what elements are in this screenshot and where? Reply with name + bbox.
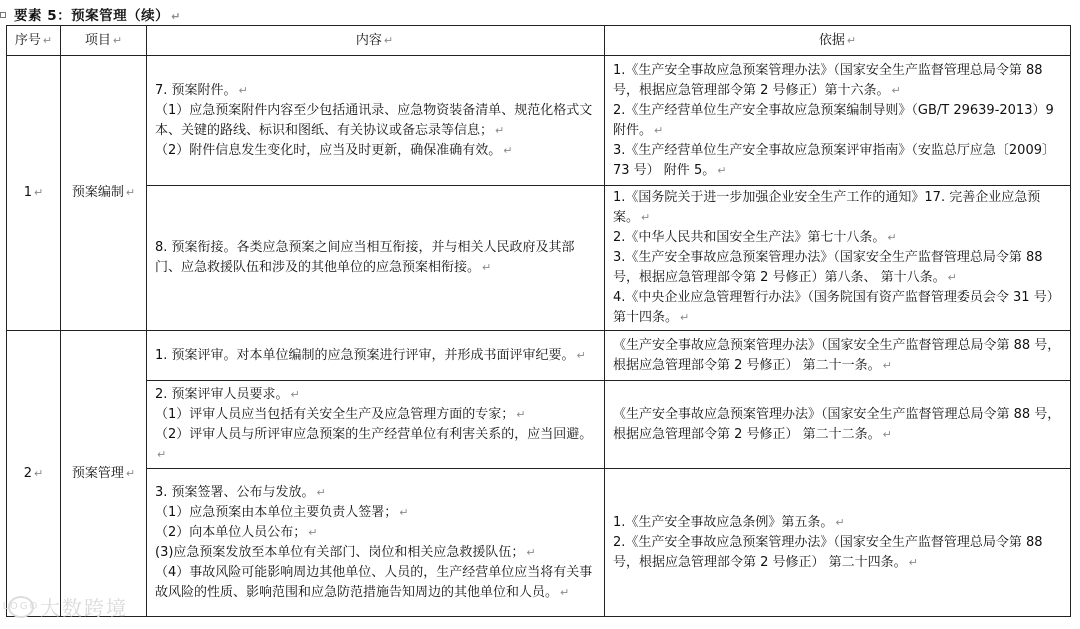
table-row (7, 469, 1071, 617)
header-content: 内容 ↵ (147, 26, 605, 56)
table-row (7, 56, 1071, 186)
basis-cell (605, 186, 1071, 331)
basis-line: 1.《国务院关于进一步加强企业安全生产工作的通知》17. 完善企业应急预案。 ↵ (613, 190, 1041, 225)
basis-cell (605, 56, 1071, 186)
content-cell (147, 381, 605, 469)
content-line: （4）事故风险可能影响周边其他单位、人员的，生产经营单位应当将有关事故风险的性质、影响范围和应急防范措施告知周边的其他单位和人员。 ↵ (155, 564, 593, 600)
basis-line: 《生产安全事故应急预案管理办法》（国家安全生产监督管理总局令第 88 号，根据应急管理部令第 2 号修正） 第二十二条。 ↵ (613, 406, 1061, 442)
basis-line: 3.《生产经营单位生产安全事故应急预案评审指南》（安监总厅应急〔2009〕73 号） 附件 5。 ↵ (613, 142, 1055, 178)
row-item: 预案编制 ↵ (61, 56, 147, 331)
watermark (2, 592, 128, 621)
content-line: 8. 预案衔接。各类应急预案之间应当相互衔接，并与相关人民政府及其部门、应急救援队伍和涉及的其他单位的应急预案相衔接。 ↵ (155, 240, 575, 275)
content-line: （1）应急预案由本单位主要负责人签署； ↵ (155, 504, 409, 520)
basis-line: 2.《生产经营单位生产安全事故应急预案编制导则》（GB/T 29639-2013）9 附件。 ↵ (613, 102, 1054, 138)
content-line: 1. 预案评审。对本单位编制的应急预案进行评审，并形成书面评审纪要。 ↵ (155, 347, 586, 363)
header-basis: 依据 ↵ (605, 26, 1071, 56)
content-line: (3)应急预案发放至本单位有关部门、岗位和相关应急救援队伍； ↵ (155, 544, 536, 560)
basis-line: 2.《生产安全事故应急预案管理办法》（国家安全生产监督管理总局令第 88 号，根据应急管理部令第 2 号修正） 第二十四条。 ↵ (613, 534, 1043, 570)
watermark-text: 大数跨境 (40, 596, 128, 620)
basis-line: 1.《生产安全事故应急条例》第五条。 ↵ (613, 514, 845, 530)
basis-cell (605, 381, 1071, 469)
content-cell (147, 186, 605, 331)
row-index: 1 ↵ (7, 56, 61, 331)
content-line: 3. 预案签署、公布与发放。 ↵ (155, 484, 326, 500)
table-header-row (7, 26, 1071, 56)
basis-line: 《生产安全事故应急预案管理办法》（国家安全生产监督管理总局令第 88 号，根据应急管理部令第 2 号修正） 第二十一条。 ↵ (613, 337, 1061, 373)
content-cell (147, 331, 605, 381)
content-line: 7. 预案附件。 ↵ (155, 82, 248, 98)
basis-line: 4.《中央企业应急管理暂行办法》（国务院国有资产监督管理委员会令 31 号）第十四条。 ↵ (613, 290, 1060, 325)
watermark-logo-icon: LOGO (8, 596, 34, 618)
header-index: 序号 ↵ (7, 26, 61, 56)
row-item: 预案管理 ↵ (61, 331, 147, 617)
content-line: （1）应急预案附件内容至少包括通讯录、应急物资装备清单、规范化格式文本、关键的路线、标识和图纸、有关协议或备忘录等信息； ↵ (155, 102, 593, 138)
content-cell (147, 56, 605, 186)
content-cell (147, 469, 605, 617)
table-row (7, 331, 1071, 381)
content-line: （2）评审人员与所评审应急预案的生产经营单位有利害关系的，应当回避。↵ (155, 426, 593, 461)
basis-cell (605, 331, 1071, 381)
content-line: （2）向本单位人员公布； ↵ (155, 524, 318, 540)
basis-line: 2.《中华人民共和国安全生产法》第七十八条。 ↵ (613, 230, 897, 245)
content-line: （1）评审人员应当包括有关安全生产及应急管理方面的专家； ↵ (155, 406, 526, 422)
row-index: 2 ↵ (7, 331, 61, 617)
basis-line: 1.《生产安全事故应急预案管理办法》（国家安全生产监督管理总局令第 88 号，根据应急管理部令第 2 号修正）第十六条。 ↵ (613, 62, 1043, 98)
header-item: 项目 ↵ (61, 26, 147, 56)
table-row (7, 381, 1071, 469)
basis-line: 3.《生产安全事故应急预案管理办法》（国家安全生产监督管理总局令第 88 号，根据应急管理部令第 2 号修正）第八条、 第十八条。 ↵ (613, 250, 1043, 285)
table-row (7, 186, 1071, 331)
content-line: 2. 预案评审人员要求。 ↵ (155, 386, 300, 402)
requirements-table (6, 25, 1071, 617)
basis-cell (605, 469, 1071, 617)
content-line: （2）附件信息发生变化时，应当及时更新，确保准确有效。 ↵ (155, 142, 513, 158)
document-corner-marker (0, 12, 6, 18)
page-title: 要素 5：预案管理（续） ↵ (14, 8, 181, 24)
